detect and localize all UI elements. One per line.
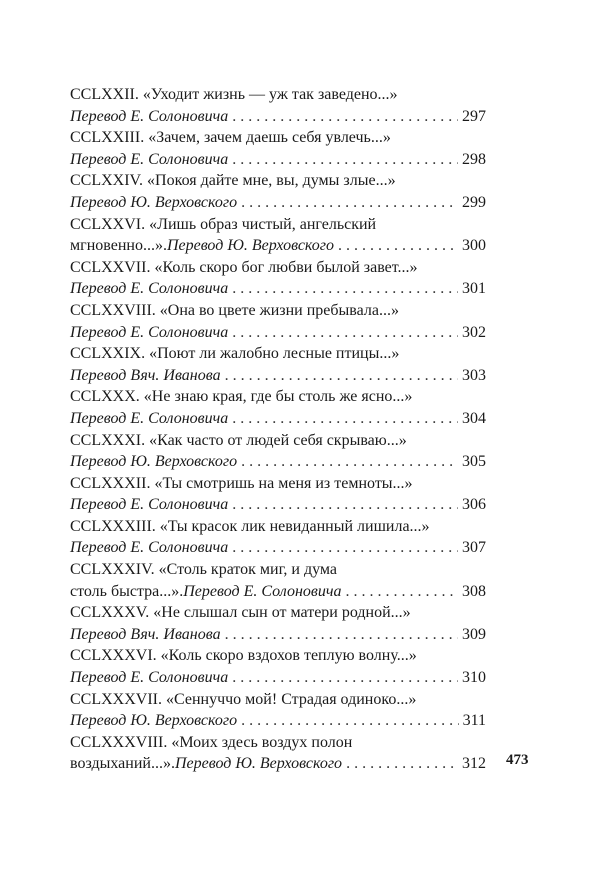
entry-lead-line — [70, 365, 486, 387]
toc-entry — [70, 559, 486, 602]
entry-page-number: 308 — [462, 582, 486, 600]
page-folio-number: 473 — [506, 752, 529, 768]
entry-title: CCLXXIII. «Зачем, зачем даешь себя увлечь...» — [70, 129, 391, 147]
entry-page-number: 297 — [462, 107, 486, 125]
entry-translator: Перевод Е. Солоновича — [183, 582, 342, 600]
entry-lead-line — [70, 149, 486, 171]
entry-translator: Перевод Е. Солоновича — [70, 539, 229, 557]
toc-entry — [70, 516, 486, 559]
entry-title-continuation: столь быстра...». — [70, 582, 184, 600]
entry-title: CCLXXVII. «Коль скоро бог любви былой завет...» — [70, 258, 418, 276]
entry-lead-line — [70, 322, 486, 344]
leader-dots — [232, 537, 458, 559]
entry-translator: Перевод Е. Солоновича — [70, 150, 229, 168]
entry-page-number: 303 — [462, 366, 486, 384]
entry-title: CCLXXIX. «Поют ли жалобно лесные птицы...» — [70, 345, 400, 363]
leader-dots — [232, 667, 458, 689]
leader-dots — [232, 106, 458, 128]
leader-dots — [241, 192, 458, 214]
entry-page-number: 306 — [462, 496, 486, 514]
toc-entry — [70, 84, 486, 127]
toc-entry — [70, 473, 486, 516]
entry-page-number: 300 — [462, 237, 486, 255]
leader-dots — [232, 322, 458, 344]
entry-lead-line — [70, 192, 486, 214]
leader-dots — [232, 149, 458, 171]
entry-title: CCLXXVIII. «Она во цвете жизни пребывала...» — [70, 301, 399, 319]
entry-page-number: 305 — [462, 453, 486, 471]
toc-entry — [70, 300, 486, 343]
entry-lead-line — [70, 710, 486, 732]
entry-translator: Перевод Е. Солоновича — [70, 107, 229, 125]
toc-entry — [70, 689, 486, 732]
entry-translator: Перевод Ю. Верховского — [70, 193, 238, 211]
leader-dots — [241, 451, 458, 473]
entry-page-number: 299 — [462, 193, 486, 211]
entry-title: CCLXXXVI. «Коль скоро вздохов теплую волну...» — [70, 647, 417, 665]
toc-entry — [70, 645, 486, 688]
entry-title: CCLXXXV. «Не слышал сын от матери родной...» — [70, 604, 411, 622]
toc-entry — [70, 386, 486, 429]
toc-entry — [70, 732, 486, 775]
leader-dots — [232, 408, 458, 430]
entry-lead-line — [70, 235, 486, 257]
leader-dots — [225, 365, 458, 387]
entry-translator: Перевод Е. Солоновича — [70, 496, 229, 514]
entry-translator: Перевод Ю. Верховского — [70, 453, 238, 471]
leader-dots — [241, 710, 458, 732]
entry-title: CCLXXXVIII. «Моих здесь воздух полон — [70, 733, 353, 751]
entry-lead-line — [70, 581, 486, 603]
entry-page-number: 301 — [462, 280, 486, 298]
entry-title: CCLXXIV. «Покоя дайте мне, вы, думы злые...» — [70, 172, 396, 190]
leader-dots — [345, 581, 458, 603]
entry-lead-line — [70, 106, 486, 128]
entry-translator: Перевод Ю. Верховского — [70, 712, 238, 730]
entry-title: CCLXXXVII. «Сеннуччо мой! Страдая одиноко...» — [70, 690, 417, 708]
entry-translator: Перевод Вяч. Иванова — [70, 366, 221, 384]
entry-title: CCLXXXII. «Ты смотришь на меня из темноты...» — [70, 474, 413, 492]
entry-lead-line — [70, 753, 486, 775]
entry-title: CCLXXXIV. «Столь краток миг, и дума — [70, 561, 337, 579]
entry-translator: Перевод Е. Солоновича — [70, 669, 229, 687]
entry-page-number: 310 — [462, 669, 486, 687]
entry-page-number: 312 — [462, 755, 486, 773]
entry-page-number: 307 — [462, 539, 486, 557]
entry-title: CCLXXX. «Не знаю края, где бы столь же ясно...» — [70, 388, 413, 406]
entry-lead-line — [70, 667, 486, 689]
entry-title: CCLXXVI. «Лишь образ чистый, ангельский — [70, 215, 377, 233]
toc-entry — [70, 602, 486, 645]
entry-lead-line — [70, 451, 486, 473]
entry-translator: Перевод Е. Солоновича — [70, 323, 229, 341]
entry-title: CCLXXII. «Уходит жизнь — уж так заведено...» — [70, 86, 398, 103]
entry-lead-line — [70, 278, 486, 300]
leader-dots — [225, 624, 458, 646]
toc-entry — [70, 257, 486, 300]
toc-entry — [70, 343, 486, 386]
entry-translator: Перевод Ю. Верховского — [166, 237, 335, 255]
entry-page-number: 302 — [462, 323, 486, 341]
entry-lead-line — [70, 624, 486, 646]
entry-title: CCLXXXIII. «Ты красок лик невиданный лишила...» — [70, 517, 430, 535]
entry-page-number: 298 — [462, 150, 486, 168]
toc-entry — [70, 430, 486, 473]
entry-lead-line — [70, 537, 486, 559]
entry-title-continuation: воздыханий...». — [70, 755, 175, 773]
entry-title-continuation: мгновенно...». — [70, 237, 167, 255]
leader-dots — [346, 753, 458, 775]
entry-translator: Перевод Ю. Верховского — [174, 755, 343, 773]
entry-lead-line — [70, 494, 486, 516]
entry-title: CCLXXXI. «Как часто от людей себя скрываю...» — [70, 431, 407, 449]
entry-lead-line — [70, 408, 486, 430]
leader-dots — [338, 235, 458, 257]
entry-translator: Перевод Е. Солоновича — [70, 409, 229, 427]
entry-translator: Перевод Е. Солоновича — [70, 280, 229, 298]
toc-entry — [70, 214, 486, 257]
leader-dots — [232, 278, 458, 300]
toc-entry — [70, 170, 486, 213]
entry-page-number: 309 — [462, 625, 486, 643]
toc-entry — [70, 127, 486, 170]
entry-page-number: 311 — [462, 712, 486, 730]
entry-page-number: 304 — [462, 409, 486, 427]
leader-dots — [232, 494, 458, 516]
entry-translator: Перевод Вяч. Иванова — [70, 625, 221, 643]
table-of-contents — [70, 84, 486, 775]
